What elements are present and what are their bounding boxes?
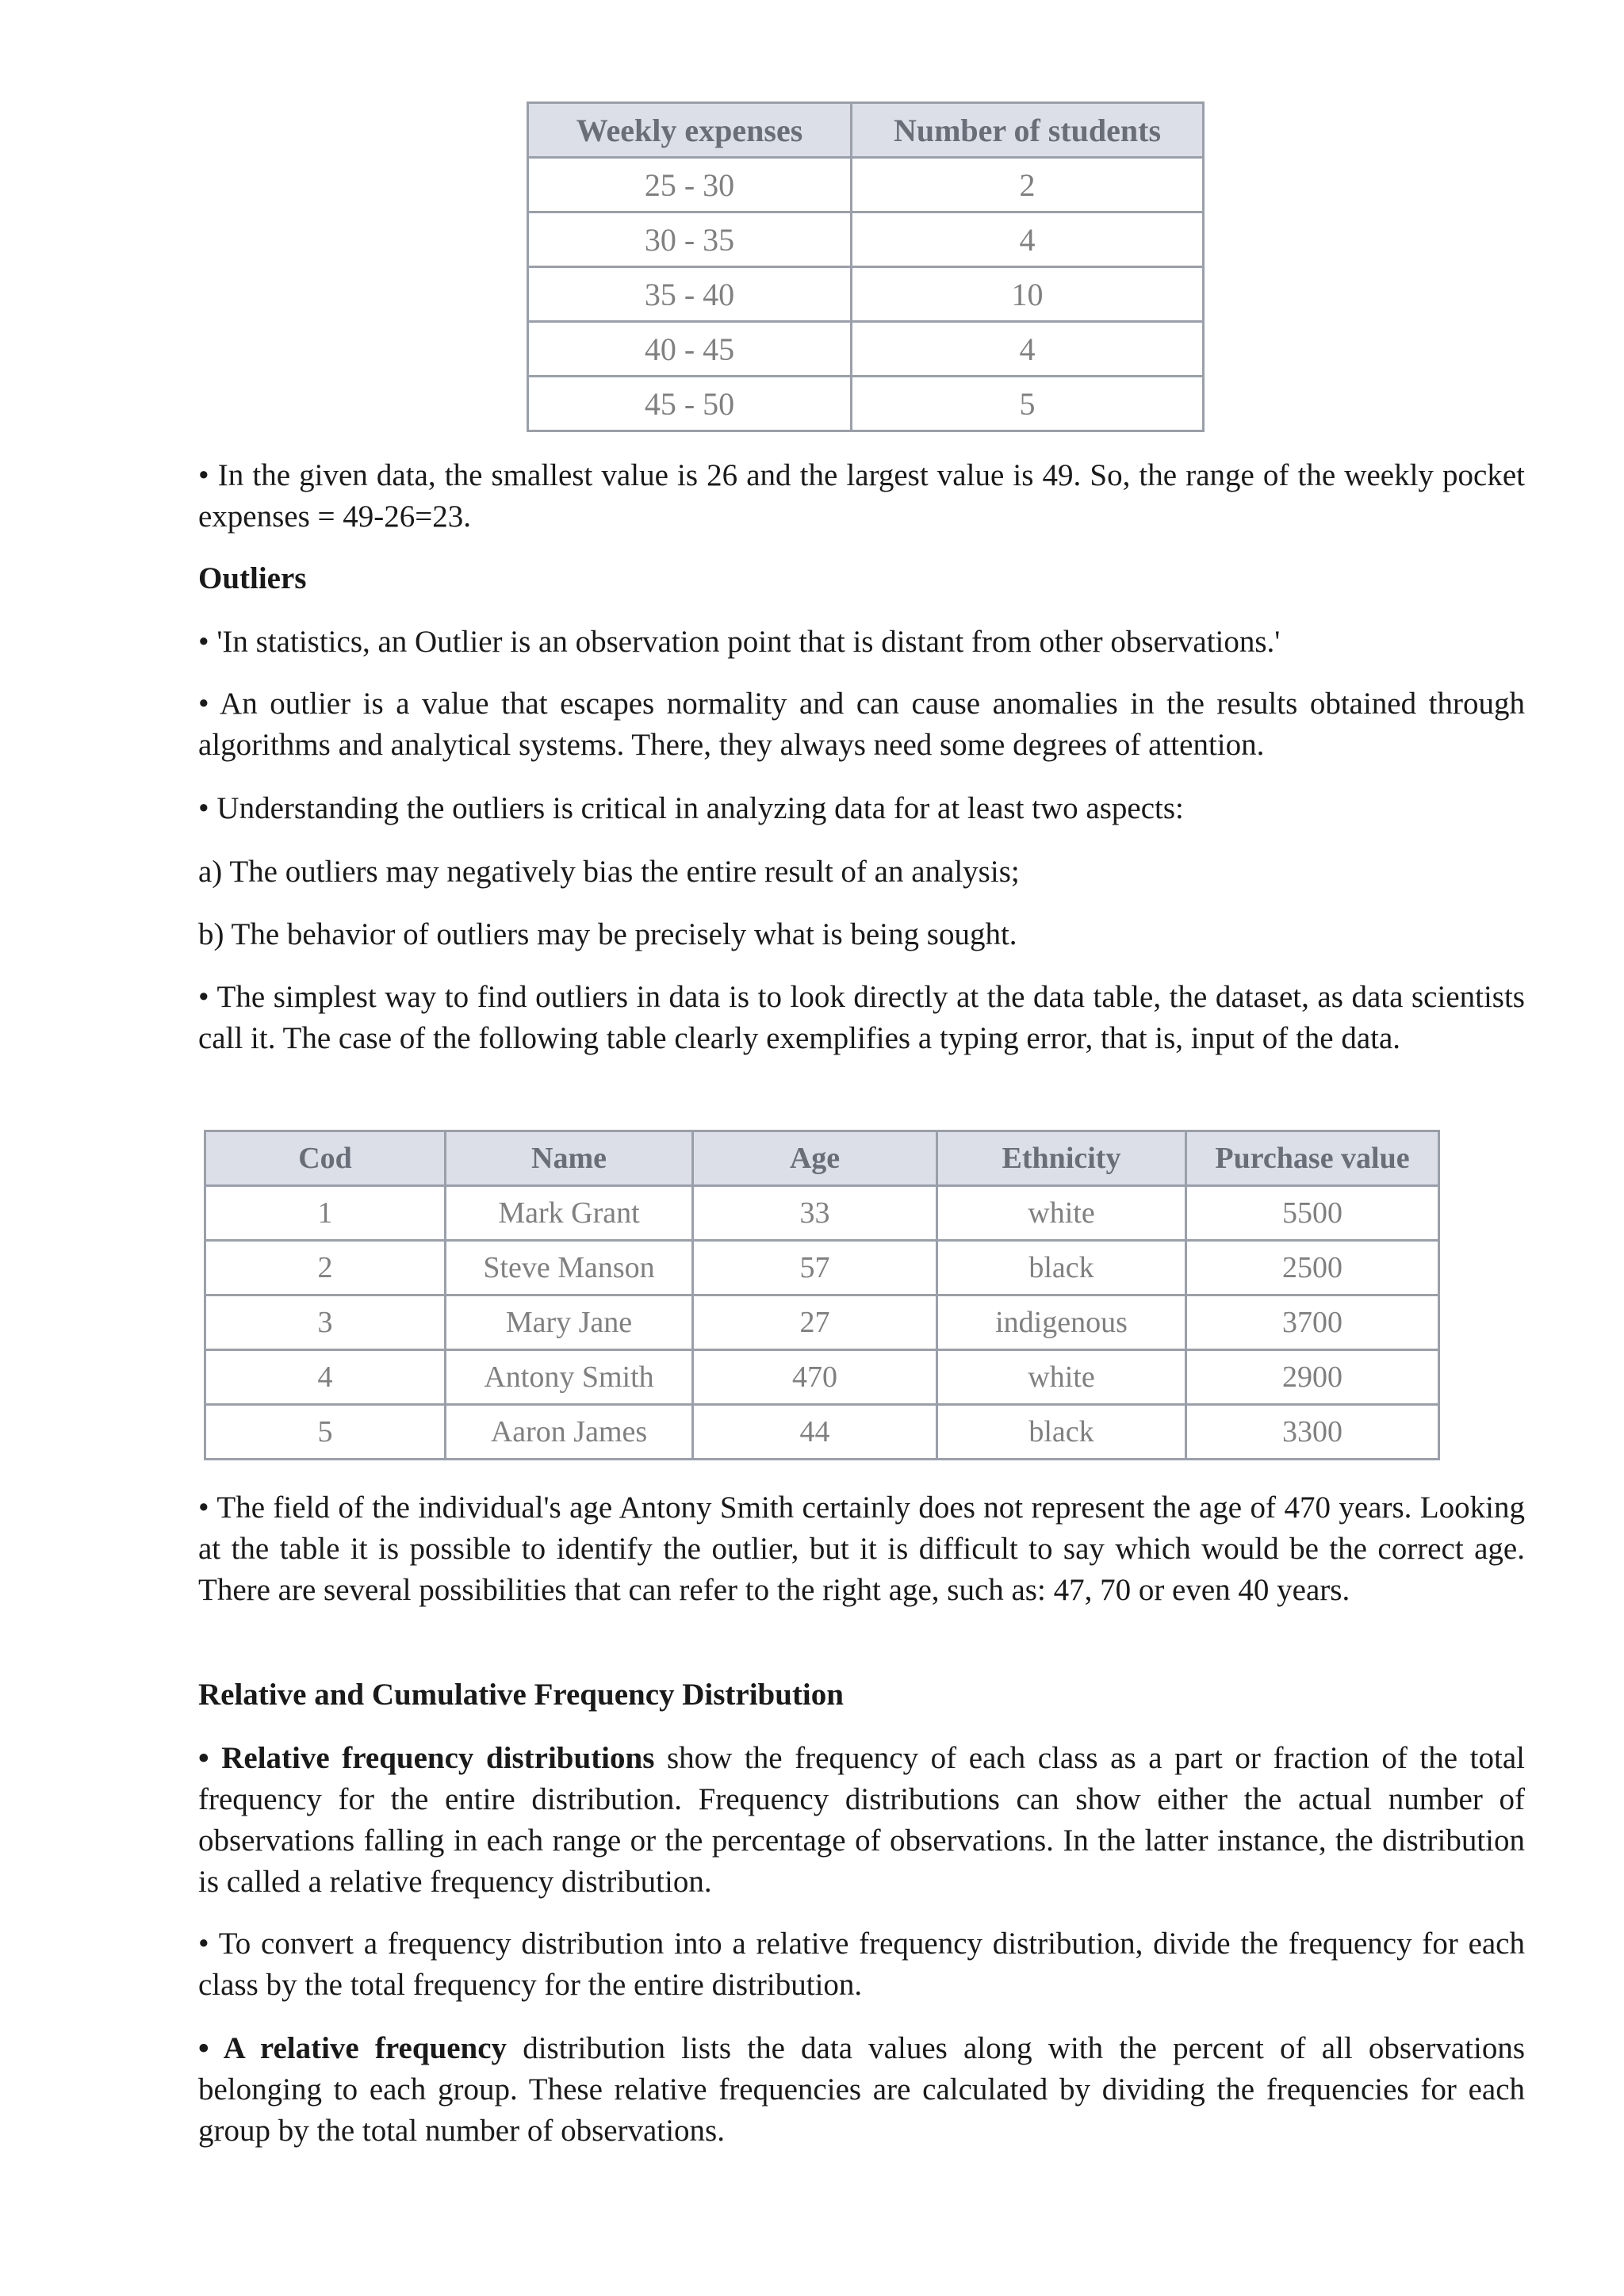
table-cell: white xyxy=(937,1186,1186,1241)
table-cell: 3300 xyxy=(1186,1405,1439,1460)
table-cell: 2 xyxy=(852,158,1204,212)
table-cell: 5 xyxy=(852,377,1204,431)
range-paragraph: • In the given data, the smallest value is 26 and the largest value is 49. So, the range of the weekly pocket expenses = 49-26=23. xyxy=(198,458,1525,534)
table-cell: Mary Jane xyxy=(446,1295,693,1350)
table-cell: 57 xyxy=(693,1241,937,1295)
table-row xyxy=(205,1405,1439,1460)
table-row xyxy=(528,267,1204,322)
column-header: Weekly expenses xyxy=(528,103,852,158)
table-row xyxy=(528,377,1204,431)
table-cell: black xyxy=(937,1405,1186,1460)
table-row xyxy=(528,212,1204,267)
table-cell: indigenous xyxy=(937,1295,1186,1350)
table-row xyxy=(205,1350,1439,1405)
column-header: Ethnicity xyxy=(937,1131,1186,1186)
table-cell: 4 xyxy=(852,212,1204,267)
purchase-table xyxy=(204,1130,1440,1460)
table-cell: Steve Manson xyxy=(446,1241,693,1295)
table-cell: white xyxy=(937,1350,1186,1405)
column-header: Cod xyxy=(205,1131,446,1186)
table-cell: 44 xyxy=(693,1405,937,1460)
relative-distribution-lead: • Relative frequency distributions xyxy=(198,1741,655,1775)
outlier-anomaly-paragraph: • An outlier is a value that escapes normality and can cause anomalies in the results obtained through algorithms and analytical systems. There, they always need some degrees of attention. xyxy=(198,687,1525,762)
table-cell: 2500 xyxy=(1186,1241,1439,1295)
column-header: Age xyxy=(693,1131,937,1186)
find-outliers-paragraph: • The simplest way to find outliers in data is to look directly at the data table, the dataset, as data scientists call it. The case of the following table clearly exemplifies a typing error, that is, input of the data. xyxy=(198,980,1525,1055)
outlier-definition-paragraph: • 'In statistics, an Outlier is an observation point that is distant from other observations.' xyxy=(198,625,1281,659)
relative-frequency-list-paragraph xyxy=(198,2028,1525,2152)
weekly-expenses-table xyxy=(527,101,1205,432)
table-cell: 35 - 40 xyxy=(528,267,852,322)
relative-frequency-heading: Relative and Cumulative Frequency Distribution xyxy=(198,1678,844,1712)
table-cell: Aaron James xyxy=(446,1405,693,1460)
aspect-a-paragraph: a) The outliers may negatively bias the entire result of an analysis; xyxy=(198,855,1020,889)
table-cell: 3 xyxy=(205,1295,446,1350)
relative-frequency-text: distribution lists the data values along with the percent of all observations belonging to each group. These relative frequencies are calculated by dividing the frequencies for each group by the total number of observations. xyxy=(198,2031,1525,2148)
table-row xyxy=(205,1295,1439,1350)
table-header-row xyxy=(205,1131,1439,1186)
relative-frequency-lead: • A relative frequency xyxy=(198,2031,508,2065)
table-cell: 3700 xyxy=(1186,1295,1439,1350)
table-cell: 2900 xyxy=(1186,1350,1439,1405)
antony-age-paragraph: • The field of the individual's age Antony Smith certainly does not represent the age of 470 years. Looking at the table it is possible to identify the outlier, but it is difficult to say which would be the correct age. There are several possibilities that can refer to the right age, such as: 47, 70 or even 40 years. xyxy=(198,1490,1525,1607)
relative-distribution-paragraph xyxy=(198,1738,1525,1903)
table-cell: 2 xyxy=(205,1241,446,1295)
table-cell: 25 - 30 xyxy=(528,158,852,212)
table-cell: 4 xyxy=(205,1350,446,1405)
table-cell: 1 xyxy=(205,1186,446,1241)
table-cell: 5500 xyxy=(1186,1186,1439,1241)
table-cell: black xyxy=(937,1241,1186,1295)
table-header-row xyxy=(528,103,1204,158)
table-cell: 33 xyxy=(693,1186,937,1241)
table-cell: Antony Smith xyxy=(446,1350,693,1405)
aspect-b-paragraph: b) The behavior of outliers may be precisely what is being sought. xyxy=(198,917,1017,951)
table-cell: 4 xyxy=(852,322,1204,377)
column-header: Purchase value xyxy=(1186,1131,1439,1186)
table-row xyxy=(528,322,1204,377)
table-cell: 5 xyxy=(205,1405,446,1460)
column-header: Name xyxy=(446,1131,693,1186)
column-header: Number of students xyxy=(852,103,1204,158)
table-row xyxy=(205,1186,1439,1241)
table-cell: 470 xyxy=(693,1350,937,1405)
outliers-heading: Outliers xyxy=(198,561,307,595)
table-row xyxy=(205,1241,1439,1295)
table-cell: 40 - 45 xyxy=(528,322,852,377)
relative-distribution-text: show the frequency of each class as a part or fraction of the total frequency for the entire distribution. Frequency distributions can show either the actual number of observations falling in each range or the percentage of observations. In the latter instance, the distribution is called a relative frequency distribution. xyxy=(198,1741,1525,1899)
table-row xyxy=(528,158,1204,212)
table-cell: 27 xyxy=(693,1295,937,1350)
table-cell: 10 xyxy=(852,267,1204,322)
convert-distribution-paragraph: • To convert a frequency distribution into a relative frequency distribution, divide the frequency for each class by the total frequency for the entire distribution. xyxy=(198,1927,1525,2002)
table-cell: 45 - 50 xyxy=(528,377,852,431)
outlier-aspects-paragraph: • Understanding the outliers is critical in analyzing data for at least two aspects: xyxy=(198,791,1184,825)
table-cell: 30 - 35 xyxy=(528,212,852,267)
table-cell: Mark Grant xyxy=(446,1186,693,1241)
